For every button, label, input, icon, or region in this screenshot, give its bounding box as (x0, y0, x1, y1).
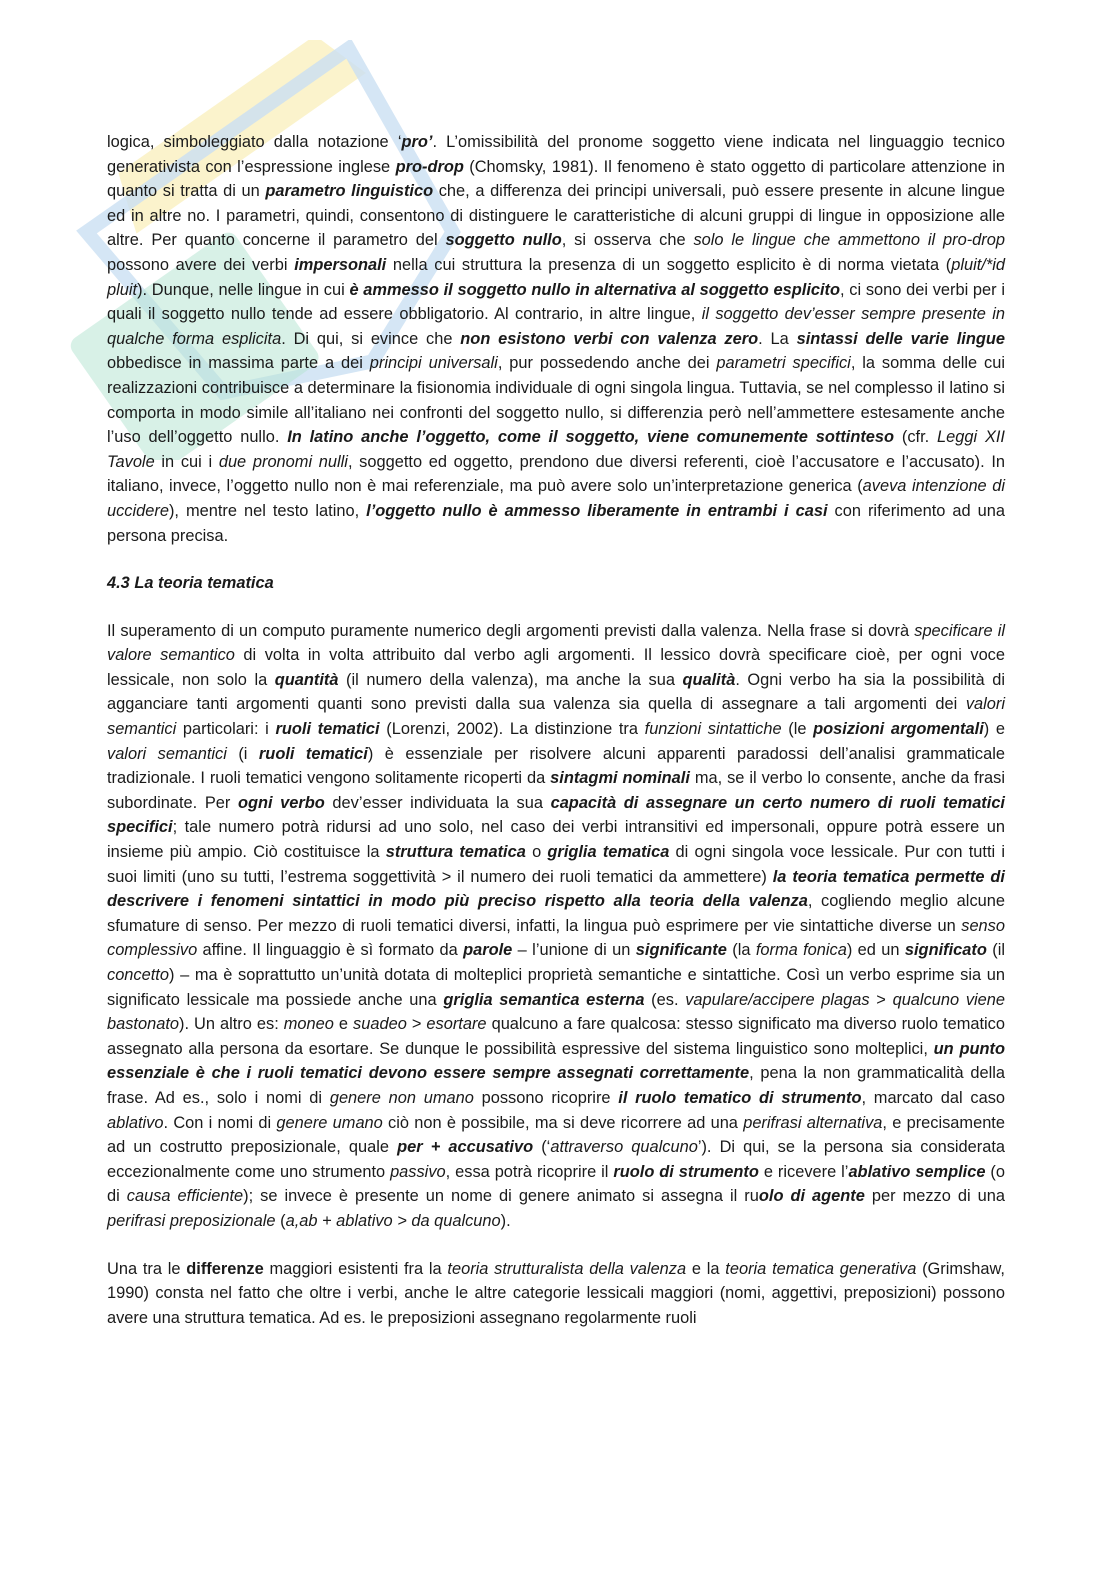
italic-run: suadeo (353, 1015, 407, 1034)
bold-italic-run: posizioni argomentali (813, 720, 984, 739)
italic-run: passivo (390, 1162, 446, 1181)
text-run: (il (986, 941, 1005, 960)
bold-italic-run: griglia semantica esterna (443, 990, 645, 1009)
italic-run: solo le lingue che ammettono il pro-drop (693, 231, 1005, 250)
bold-italic-run: griglia tematica (547, 843, 670, 862)
text-run: , si osserva che (561, 231, 694, 250)
text-run: ( (275, 1211, 286, 1230)
text-run: , soggetto ed oggetto, prendono due diversi referenti, cioè l’accusatore e l’accusato). In italiano, invece, l’oggetto nullo non è mai referenziale, ma può avere solo un’interpretazione generica ( (107, 452, 1005, 496)
italic-run: esortare (426, 1015, 487, 1034)
text-run: . Con i nomi di (163, 1113, 277, 1132)
text-run: ; tale numero potrà ridursi ad uno solo, nel caso dei verbi intransitivi ed impersonali, oppure potrà essere un insieme più ampio. Ciò costituisce la (107, 818, 1005, 862)
text-run: . Ogni verbo ha sia la possibilità di agganciare tanti argomenti quanti sono previsti dalla sua valenza sia quella di assegnare a tali argomenti dei (107, 670, 1005, 714)
italic-run: moneo (283, 1015, 334, 1034)
text-run: Una tra le (107, 1259, 187, 1278)
text-run: (le (781, 720, 814, 739)
text-run: (‘ (533, 1138, 551, 1157)
italic-run: valori semantici (107, 744, 227, 763)
bold-italic-run: parole (463, 941, 513, 960)
italic-run: Leggi XII Tavole (107, 428, 1005, 471)
bold-italic-run: impersonali (294, 255, 387, 274)
italic-run: concetto (107, 966, 169, 984)
bold-italic-run: per + accusativo (397, 1138, 534, 1157)
bold-italic-run: significato (904, 941, 987, 960)
text-run: (Chomsky, 1981). Il fenomeno è stato oggetto di particolare attenzione in quanto si tratta di un (107, 157, 1005, 201)
italic-run: perifrasi alternativa (743, 1113, 883, 1132)
text-run: con riferimento ad una persona precisa. (107, 501, 1005, 545)
bold-italic-run: In latino anche l’oggetto, come il soggetto, viene comunemente sottinteso (287, 428, 895, 447)
text-run: ) e (983, 720, 1005, 739)
text-run: ’). Di qui, se la persona sia considerata eccezionalmente come uno strumento (107, 1138, 1006, 1181)
italic-run: a,ab + ablativo > da qualcuno (285, 1211, 501, 1230)
bold-italic-run: pro-drop (395, 157, 464, 176)
text-run: affine. Il linguaggio è sì formato da (197, 941, 464, 960)
text-run: , pur possedendo anche dei (497, 354, 717, 373)
section-heading: 4.3 La teoria tematica (107, 574, 274, 593)
bold-italic-run: capacità di assegnare un certo numero di ruoli tematici specifici (107, 793, 1005, 837)
text-run: di volta in volta attribuito dal verbo agli argomenti. Il lessico dovrà specificare cioè, per ogni voce lessicale, non solo la (107, 646, 1005, 689)
text-run: obbedisce in massima parte a dei (107, 354, 370, 373)
bold-italic-run: sintassi delle varie lingue (796, 329, 1005, 348)
bold-italic-run: qualità (682, 670, 736, 689)
bold-italic-run: non esistono verbi con valenza zero (460, 329, 759, 348)
text-run: , ci sono dei verbi per i quali il soggetto nullo tende ad essere obbligatorio. Al contrario, in altre lingue, (107, 280, 1005, 324)
text-run: maggiori esistenti fra la (263, 1259, 448, 1278)
text-run: ). Dunque, nelle lingue in cui (137, 280, 350, 299)
bold-italic-run: la teoria tematica permette di descrivere i fenomeni sintattici in modo più preciso rispetto alla teoria della valenza (107, 867, 1005, 911)
text-run: (o di (107, 1162, 1005, 1206)
italic-run: parametri specifici (716, 354, 851, 373)
text-run: e (333, 1015, 354, 1034)
italic-run: pluit/*id pluit (107, 255, 1005, 299)
text-run: (cfr. (894, 428, 938, 447)
document-page (107, 130, 1005, 1353)
bold-italic-run: sintagmi nominali (550, 769, 690, 788)
paragraph-pro-drop (107, 130, 1005, 548)
bold-italic-run: è ammesso il soggetto nullo in alternativa al soggetto esplicito (349, 280, 841, 299)
italic-run: forma fonica (755, 941, 847, 960)
italic-run: ablativo (107, 1113, 164, 1132)
italic-run: perifrasi preposizionale (107, 1211, 276, 1230)
text-run: e la (686, 1259, 726, 1278)
italic-run: teoria strutturalista della valenza (447, 1259, 687, 1278)
text-run: . L’omissibilità del pronome soggetto viene indicata nel linguaggio tecnico generativista con l’espressione inglese (107, 133, 1005, 176)
text-run: possono ricoprire (473, 1088, 619, 1107)
text-run: possono avere dei verbi (107, 255, 295, 274)
text-run: , cogliendo meglio alcune sfumature di senso. Per mezzo di ruoli tematici diversi, infatti, la lingua può esprimere per vie sintattiche diverse un (107, 892, 1005, 935)
text-run: (i (226, 744, 259, 763)
bold-italic-run: struttura tematica (385, 843, 526, 862)
text-run: o (525, 843, 548, 862)
text-run: ), mentre nel testo latino, (168, 501, 367, 520)
bold-italic-run: significante (635, 941, 727, 960)
text-run: di ogni singola voce lessicale. Pur con tutti i suoi limiti (uno su tutti, l’estrema soggettività > il numero dei ruoli tematici da ammettere) (107, 843, 1005, 886)
bold-italic-run: ruolo di strumento (613, 1162, 759, 1181)
italic-run: funzioni sintattiche (644, 720, 782, 739)
italic-run: principi universali (369, 354, 498, 373)
text-run: – l’unione di un (512, 941, 636, 960)
italic-run: due pronomi nulli (218, 452, 348, 471)
bold-italic-run: soggetto nullo (445, 231, 562, 250)
italic-run: il soggetto dev’esser sempre presente in qualche forma esplicita (107, 305, 1005, 348)
bold-italic-run: l’oggetto nullo è ammesso liberamente in entrambi i casi (366, 501, 828, 520)
italic-run: senso complessivo (107, 916, 1005, 960)
text-run: ). (500, 1211, 511, 1230)
text-run: . La (758, 329, 797, 348)
text-run: ciò non è possibile, ma si deve ricorrere ad una (382, 1113, 744, 1132)
text-run: ). Un altro es: (179, 1015, 284, 1034)
paragraph-differenze (107, 1257, 1005, 1331)
text-run: particolari: i (176, 720, 276, 739)
bold-italic-run: ogni verbo (237, 793, 325, 812)
bold-italic-run: olo di agente (758, 1187, 865, 1206)
italic-run: teoria tematica generativa (725, 1259, 917, 1278)
bold-italic-run: pro’ (401, 133, 433, 151)
italic-run: specificare il valore semantico (107, 621, 1006, 665)
bold-italic-run: ruoli tematici (258, 744, 368, 763)
text-run: dev’esser individuata la sua (324, 793, 551, 812)
text-run: , essa potrà ricoprire il (445, 1162, 614, 1181)
text-run: ) – ma è soprattutto un’unità dotata di molteplici proprietà semantiche e sintattiche. Così un verbo esprime sia un significato lessicale ma possiede anche una (107, 966, 1005, 1009)
bold-italic-run: parametro linguistico (265, 182, 434, 201)
italic-run: attraverso qualcuno (550, 1138, 698, 1157)
text-run: > (869, 990, 893, 1009)
text-run: Il superamento di un computo puramente numerico degli argomenti previsti dalla valenza. Nella frase si dovrà (107, 621, 915, 640)
italic-run: causa efficiente (126, 1187, 244, 1206)
text-run: ); se invece è presente un nome di genere animato si assegna il ru (243, 1187, 759, 1206)
text-run: per mezzo di una (864, 1187, 1005, 1206)
text-run: , marcato dal caso (861, 1088, 1005, 1107)
text-run: ) è essenziale per risolvere alcuni apparenti paradossi dell’analisi grammaticale tradizionale. I ruoli tematici vengono solitamente ricoperti da (107, 744, 1005, 788)
text-run: , e precisamente ad un costrutto preposizionale, quale (107, 1113, 1005, 1157)
text-run: . Di qui, si evince che (281, 329, 461, 348)
text-run: , pena la non grammaticalità della frase. Ad es., solo i nomi di (107, 1064, 1006, 1107)
bold-italic-run: ablativo semplice (848, 1162, 986, 1181)
italic-run: valori semantici (107, 695, 1005, 739)
text-run: (il numero della valenza), ma anche la sua (338, 670, 683, 689)
bold-italic-run: ruoli tematici (275, 720, 380, 739)
text-run: nella cui struttura la presenza di un soggetto esplicito è di norma vietata ( (386, 255, 952, 274)
text-run: ) ed un (846, 941, 905, 960)
text-run: (Grimshaw, 1990) consta nel fatto che oltre i verbi, anche le altre categorie lessicali maggiori (nomi, aggettivi, preposizioni) possono avere una struttura tematica. Ad es. le preposizioni assegnano regolarmente ruoli (107, 1259, 1005, 1327)
bold-italic-run: il ruolo tematico di strumento (618, 1088, 862, 1107)
bold-italic-run: un punto essenziale è che i ruoli tematici devono essere sempre assegnati correttamente (107, 1039, 1005, 1083)
italic-run: qualcuno viene bastonato (107, 990, 1005, 1034)
italic-run: genere umano (276, 1113, 383, 1132)
text-run: e ricevere l’ (758, 1162, 849, 1181)
text-run: qualcuno a fare qualcosa: stesso significato ma diverso ruolo tematico assegnato alla persona da esortare. Se dunque le possibilità espressive del sistema linguistico sono molteplici, (107, 1015, 1005, 1058)
bold-italic-run: quantità (274, 670, 339, 689)
italic-run: aveva intenzione di uccidere (107, 477, 1005, 520)
text-run: che, a differenza dei principi universali, può essere presente in alcune lingue ed in altre no. I parametri, quindi, consentono di distinguere le caratteristiche di alcuni gruppi di lingue in opposizione alle altre. Per quanto concerne il parametro del (107, 182, 1006, 250)
text-run: logica, simboleggiato dalla notazione ‘ (107, 133, 402, 151)
text-run: in cui i (154, 452, 219, 471)
text-run: (la (726, 941, 756, 960)
italic-run: vapulare/accipere plagas (685, 990, 870, 1009)
text-run: (Lorenzi, 2002). La distinzione tra (379, 720, 645, 739)
bold-run: differenze (186, 1259, 264, 1278)
text-run: (es. (644, 990, 686, 1009)
text-run: , la somma delle cui realizzazioni contribuisce a determinare la fisionomia individuale di ogni singola lingua. Tuttavia, se nel complesso il latino si comporta in modo simile all’italiano nei confronti del soggetto nullo, si differenzia però nell’ammettere estesamente anche l’uso dell’oggetto nullo. (107, 354, 1006, 447)
paragraph-teoria-tematica (107, 619, 1005, 1234)
italic-run: genere non umano (329, 1088, 474, 1107)
text-run: > (406, 1015, 427, 1034)
text-run: ma, se il verbo lo consente, anche da frasi subordinate. Per (107, 769, 1006, 812)
